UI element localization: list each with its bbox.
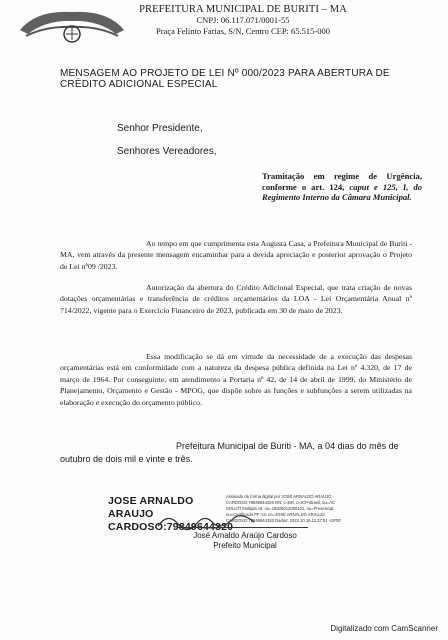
salutation-president: Senhor Presidente, xyxy=(117,123,203,134)
municipal-crest-logo xyxy=(16,4,128,48)
signer-block xyxy=(190,531,300,551)
body-paragraph-1 xyxy=(60,238,412,272)
document-subject: MENSAGEM AO PROJETO DE LEI Nº 000/2023 PARA ABERTURA DE CRÉDITO ADICIONAL ESPECIAL xyxy=(60,68,390,90)
signature-line xyxy=(178,527,308,528)
closing-text: Prefeitura Municipal de Buriti - MA, a 04 dias do mês de outubro de dois mil e vinte e três. xyxy=(60,441,399,464)
digital-signature-details: Assinado de forma digital por JOSE ARNALDO ARAUJO CARDOSO:79849644320 DN: c=BR, o=ICP-Brasil, ou=AC SOLUTI Multipla v5, ou=19328012000101, ou=Presencial, ou=Certificado PF A3, cn=JOSE ARNALDO ARAUJO CARDOSO:79849644320 Dados: 2023.10.16 11:37:51 -03'00' xyxy=(226,494,342,523)
urgency-lead: Tramitação em regime de Urgência, conforme o art. 124, xyxy=(262,171,422,192)
digital-signature-name: JOSE ARNALDO ARAUJO CARDOSO:79849644320 xyxy=(108,495,234,533)
letterhead-address: Praça Felinto Farias, S/N, Centro CEP: 65.515-000 xyxy=(155,26,330,36)
letterhead-title: PREFEITURA MUNICIPAL DE BURITI – MA xyxy=(139,4,347,15)
letterhead xyxy=(130,4,356,37)
salutation-councilors: Senhores Vereadores, xyxy=(117,146,217,157)
signer-role: Prefeito Municipal xyxy=(213,541,277,550)
paragraph-text: Essa modificação se dá em virtude da necessidade de a execução das despesas orçamentárias está em conformidade com a natureza da despesa pública definida na Lei nº 4.320, de 17 de março de 1964. Por conseguinte, em atendimento a Portaria nº 42, de 14 de abril de 1999, do Ministério de Planejamento, Orçamento e Gestão - MPOG, que dispõe sobre as funções e subfunções a serem utilizadas na elaboração e execução do orçamento público. xyxy=(60,352,412,407)
paragraph-text: Autorização da abertura do Crédito Adicional Especial, que trata criação de novas dotações orçamentárias e transferência de créditos orçamentários da LOA - Lei Orçamentária Anual nº 714/2022, vigente para o Exercício Financeiro de 2023, publicada em 30 de maio de 2023. xyxy=(60,283,412,315)
closing-line xyxy=(60,440,412,466)
letterhead-cnpj: CNPJ: 06.117.071/0001-55 xyxy=(196,15,290,25)
paragraph-text: Ao tempo em que cumprimenta esta Augusta Casa, a Prefeitura Municipal de Buriti - MA, vem através da presente mensagem encaminhar para a devida apreciação e posterior aprovação o Projeto de Lei nº09 /2023. xyxy=(60,239,412,271)
urgency-reference: caput e 125, I, do Regimento Interno da Câmara Municipal. xyxy=(262,181,422,203)
body-paragraph-2 xyxy=(60,282,412,316)
urgency-note xyxy=(262,171,422,203)
signer-printed-name: José Arnaldo Araújo Cardoso xyxy=(193,531,297,540)
scanner-footer: Digitalizado com CamScanner xyxy=(330,624,438,633)
body-paragraph-3 xyxy=(60,351,412,408)
